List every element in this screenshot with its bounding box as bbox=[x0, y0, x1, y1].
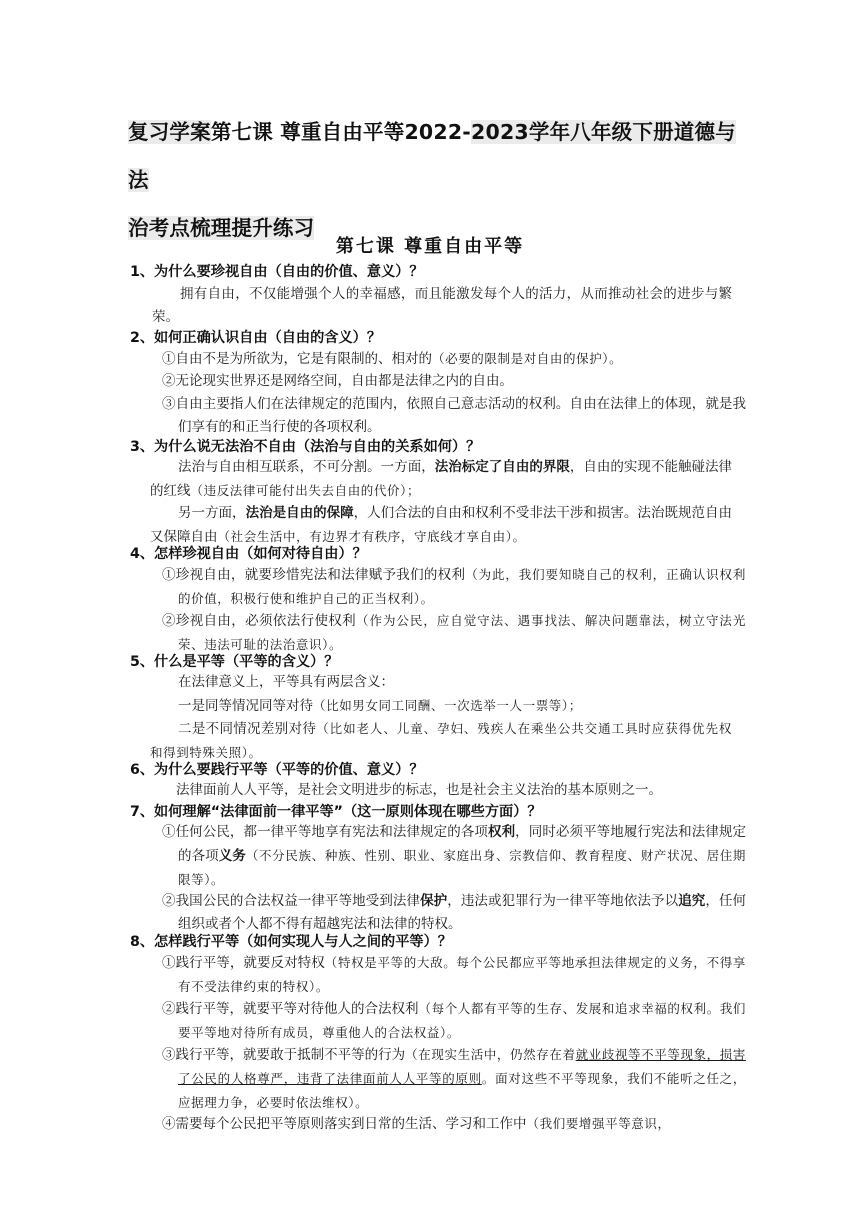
answer-2-1 bbox=[162, 347, 732, 371]
question-1: 1、为什么要珍视自由（自由的价值、意义）？ bbox=[130, 264, 424, 280]
answer-7-2-e: ，任何组织或者个人都不得有超越宪法和法律的特权。 bbox=[178, 893, 747, 932]
answer-8-4-note: （我们要增强平等意识， bbox=[526, 1116, 671, 1131]
question-8: 8、怎样践行平等（如何实现人与人之间的平等）？ bbox=[130, 934, 452, 950]
answer-3-1-note: （违反法律可能付出失去自由的代价）； bbox=[190, 483, 421, 498]
answer-3-2-c: ，人们合法的自由和权利不受非法干涉和损害。法治既规范自由又保障自由 bbox=[150, 505, 733, 545]
lesson-title: 第七课 尊重自由平等 bbox=[335, 236, 525, 257]
answer-7-2-bold-protect: 保护 bbox=[420, 893, 448, 909]
question-4: 4、怎样珍视自由（如何对待自由）？ bbox=[130, 546, 367, 562]
answer-8-3-note-2: 。面对这些不平等现象，我们不能听之任之，应据理力争，必要时依法维权）。 bbox=[178, 1071, 746, 1110]
question-6: 6、为什么要践行平等（平等的价值、意义）？ bbox=[130, 762, 424, 778]
answer-7-2-bold-pursue: 追究 bbox=[678, 893, 706, 909]
answer-7-1 bbox=[162, 821, 746, 892]
answer-5-1: 在法律意义上，平等具有两层含义： bbox=[178, 674, 394, 690]
answer-3-1 bbox=[150, 456, 732, 503]
answer-2-2: ②无论现实世界还是网络空间，自由都是法律之内的自由。 bbox=[162, 373, 513, 389]
document-title bbox=[128, 108, 748, 252]
answer-3-2-a: 另一方面， bbox=[178, 505, 246, 521]
answer-5-2-a: 一是同等情况同等对待 bbox=[178, 698, 313, 714]
question-5: 5、什么是平等（平等的含义）？ bbox=[130, 654, 339, 670]
answer-7-1-bold-rights: 权利 bbox=[488, 824, 516, 840]
answer-4-1 bbox=[162, 563, 746, 611]
answer-8-3-a: ③践行平等，就要敢于抵制不平等的行为 bbox=[162, 1047, 406, 1063]
answer-8-2 bbox=[162, 997, 746, 1045]
answer-3-1-c: ，自由的实现不能触碰法律的红线 bbox=[150, 459, 733, 499]
question-2: 2、如何正确认识自由（自由的含义）？ bbox=[130, 330, 382, 346]
answer-3-1-bold: 法治标定了自由的界限 bbox=[434, 459, 570, 475]
answer-5-2-note: （比如男女同工同酬、一次选举一人一票等）； bbox=[313, 698, 582, 713]
question-3: 3、为什么说无法治不自由（法治与自由的关系如何）？ bbox=[130, 439, 481, 455]
answer-5-2 bbox=[150, 694, 732, 718]
answer-8-3 bbox=[162, 1043, 746, 1115]
answer-3-1-a: 法治与自由相互联系，不可分割。一方面， bbox=[178, 459, 435, 475]
answer-8-3-underlined: 就业歧视等不平等现象，损害了公民的人格尊严，违背了法律面前人人平等的原则 bbox=[178, 1047, 746, 1086]
answer-7-2-a: ②我国公民的合法权益一律平等地受到法律 bbox=[162, 893, 421, 909]
answer-7-1-bold-duties: 义务 bbox=[218, 848, 246, 864]
answer-4-2 bbox=[162, 609, 746, 657]
answer-7-1-a: ①任何公民，都一律平等地享有宪法和法律规定的各项 bbox=[162, 824, 488, 840]
answer-8-4 bbox=[162, 1112, 746, 1136]
answer-8-1-a: ①践行平等，就要反对特权 bbox=[162, 955, 325, 971]
answer-5-3 bbox=[150, 717, 732, 765]
title-part-3: 2023学年八年级下册道德与法 bbox=[128, 120, 736, 192]
answer-8-1-note: （特权是平等的大敌。每个公民都应平等地承担法律规定的义务，不得享有不受法律约束的特权）。 bbox=[178, 955, 746, 994]
answer-2-1-text: ①自由不是为所欲为，它是有限制的、相对的 bbox=[162, 351, 432, 367]
title-part-4: 治考点梳理提升练习 bbox=[128, 216, 315, 240]
answer-2-1-note: （必要的限制是对自由的保护）。 bbox=[432, 351, 623, 366]
answer-2-3: ③自由主要指人们在法律规定的范围内，依照自己意志活动的权利。自由在法律上的体现，就是我们享有的和正当行使的各项权利。 bbox=[162, 396, 746, 435]
answer-7-2-c: ，违法或犯罪行为一律平等地依法予以 bbox=[447, 893, 679, 909]
answer-3-2-note: （社会生活中，有边界才有秩序，守底线才享自由）。 bbox=[217, 529, 526, 544]
answer-4-2-note: （作为公民，应自觉守法、遇事找法、解决问题靠法，树立守法光荣、违法可耻的法治意识）。 bbox=[178, 613, 746, 652]
question-7: 7、如何理解“法律面前一律平等”（这一原则体现在哪些方面）？ bbox=[130, 804, 542, 820]
answer-5-3-a: 二是不同情况差别对待 bbox=[178, 721, 317, 737]
answer-3-2-bold: 法治是自由的保障 bbox=[245, 505, 354, 521]
answer-4-1-note: （为此，我们要知晓自己的权利，正确认识权利的价值，积极行使和维护自己的正当权利）。 bbox=[178, 567, 746, 606]
title-part-2: 第七课 尊重自由平等2022- bbox=[210, 120, 472, 144]
answer-7-2 bbox=[162, 890, 746, 936]
answer-7-1-c: ，同时必须平等地履行宪法和法律规定的各项 bbox=[178, 824, 747, 864]
answer-4-2-a: ②珍视自由，必须依法行使权利 bbox=[162, 613, 357, 629]
answer-8-2-a: ②践行平等，就要平等对待他人的合法权利 bbox=[162, 1001, 419, 1017]
answer-3-2 bbox=[150, 502, 732, 549]
answer-8-1 bbox=[162, 951, 746, 999]
answer-7-1-note: （不分民族、种族、性别、职业、家庭出身、宗教信仰、教育程度、财产状况、居住期限等）。 bbox=[178, 848, 747, 887]
answer-8-4-a: ④需要每个公民把平等原则落实到日常的生活、学习和工作中 bbox=[162, 1116, 527, 1132]
answer-5-3-note: （比如老人、儿童、孕妇、残疾人在乘坐公共交通工具时应获得优先权和得到特殊关照）。 bbox=[150, 721, 733, 760]
answer-4-1-a: ①珍视自由，就要珍惜宪法和法律赋予我们的权利 bbox=[162, 567, 466, 583]
answer-6-1: 法律面前人人平等，是社会文明进步的标志，也是社会主义法治的基本原则之一。 bbox=[176, 782, 662, 798]
answer-8-2-note: （每个人都有平等的生存、发展和追求幸福的权利。我们要平等地对待所有成员，尊重他人的合法权益）。 bbox=[178, 1001, 747, 1040]
title-part-1: 复习学案 bbox=[128, 120, 211, 144]
answer-8-3-note-1: （在现实生活中，仍然存在着 bbox=[405, 1047, 576, 1062]
answer-1: 拥有自由，不仅能增强个人的幸福感，而且能激发每个人的活力，从而推动社会的进步与繁荣。 bbox=[152, 286, 732, 325]
